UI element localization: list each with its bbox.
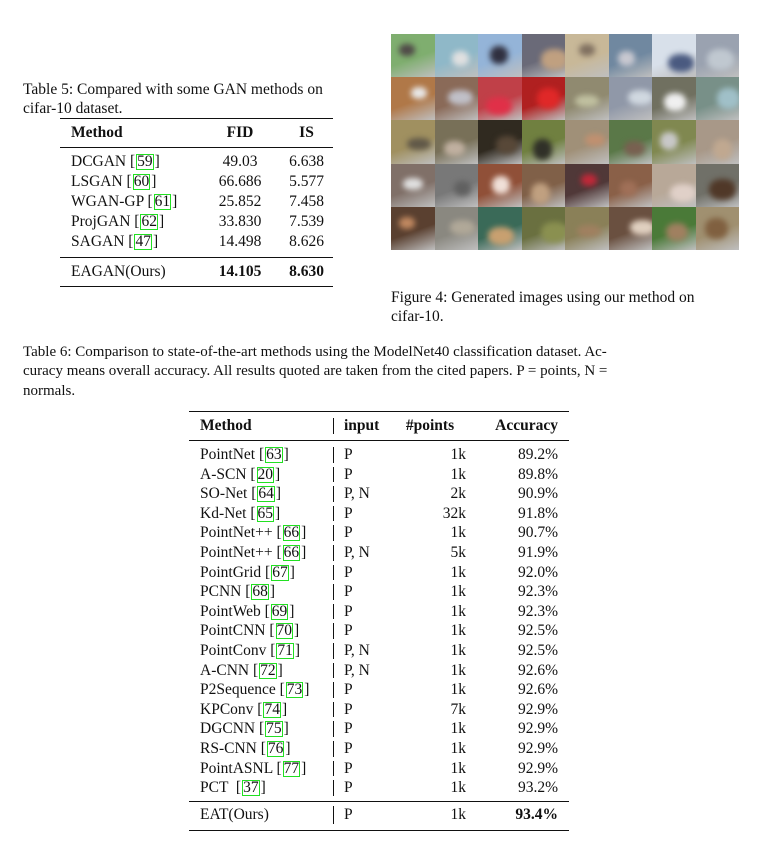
image-subject — [575, 95, 599, 107]
input-value: P — [344, 583, 353, 601]
generated-image-bird — [565, 120, 609, 163]
table6-row — [189, 719, 569, 739]
accuracy-value: 90.7% — [517, 524, 558, 542]
image-subject — [585, 134, 605, 146]
table6-method-cell — [189, 602, 333, 622]
table5-caption-line1: Table 5: Compared with some GAN methods on — [23, 81, 323, 98]
accuracy-value: 93.2% — [517, 779, 558, 797]
points-value: 1k — [450, 622, 466, 640]
bracket-close: ] — [289, 602, 295, 620]
method-name: A-SCN [ — [200, 465, 256, 483]
image-subject — [531, 183, 550, 204]
points-value: 1k — [450, 739, 466, 757]
table5-method-cell — [60, 192, 200, 212]
table6-bottom-rule — [189, 830, 569, 831]
citation-link[interactable]: 66 — [283, 524, 300, 542]
table5-header-is: IS — [299, 124, 314, 141]
method-name: RS-CNN [ — [200, 739, 266, 757]
input-value: P, N — [344, 661, 370, 679]
is-value: 6.638 — [289, 153, 324, 170]
generated-image-airplane — [696, 34, 740, 77]
input-value: P — [344, 602, 353, 620]
points-value: 1k — [450, 681, 466, 699]
image-subject — [490, 46, 508, 64]
table6-row — [189, 543, 569, 563]
image-subject — [541, 222, 566, 243]
image-subject — [618, 51, 635, 66]
accuracy-value: 89.2% — [517, 446, 558, 463]
accuracy-value: 92.9% — [517, 739, 558, 757]
table6-method-cell — [189, 563, 333, 583]
generated-image-deer — [478, 207, 522, 250]
generated-image-cat — [609, 164, 653, 207]
image-subject — [664, 93, 686, 111]
image-subject — [577, 225, 601, 237]
is-value: 7.458 — [289, 193, 324, 210]
method-name: SAGAN [ — [71, 233, 134, 250]
accuracy-value: 92.0% — [517, 563, 558, 581]
table6-method-cell — [189, 739, 333, 759]
generated-image-bird — [652, 120, 696, 163]
input-value: P — [344, 563, 353, 581]
citation-link[interactable]: 68 — [252, 583, 268, 601]
method-name: PointGrid [ — [200, 563, 271, 581]
citation-link[interactable]: 59 — [137, 153, 153, 170]
input-value: P — [344, 759, 353, 777]
table5-bottom-rule — [60, 286, 333, 287]
figure4-caption-line1: Figure 4: Generated images using our method on — [391, 289, 695, 306]
figure4-image-grid — [391, 34, 739, 250]
citation-link[interactable]: 74 — [264, 700, 280, 718]
table5-method-cell — [60, 152, 200, 172]
generated-image-cat — [652, 164, 696, 207]
method-name: WGAN-GP [ — [71, 193, 153, 210]
table6-row — [189, 582, 569, 602]
points-value: 1k — [450, 661, 466, 679]
bracket-close: ] — [151, 173, 157, 190]
bracket-close: ] — [301, 759, 307, 777]
image-subject — [705, 218, 728, 239]
image-subject — [713, 139, 732, 160]
table5-ours-row — [60, 258, 333, 286]
citation-link[interactable]: 60 — [133, 173, 150, 190]
generated-image-automobile — [696, 77, 740, 120]
figure4-caption-line2: cifar-10. — [391, 308, 444, 325]
bracket-close: ] — [294, 641, 301, 659]
table5-ours-method: EAGAN(Ours) — [71, 263, 166, 280]
input-value: P, N — [344, 641, 370, 659]
accuracy-value: 92.3% — [517, 583, 558, 601]
citation-link[interactable]: 73 — [286, 681, 303, 699]
bracket-close: ] — [301, 524, 307, 542]
citation-link[interactable]: 75 — [266, 720, 282, 738]
is-value: 8.626 — [289, 233, 324, 250]
citation-link[interactable]: 63 — [266, 446, 282, 463]
citation-link[interactable]: 71 — [277, 641, 293, 659]
image-subject — [630, 220, 653, 235]
citation-link[interactable]: 77 — [283, 759, 300, 777]
generated-image-cat — [696, 164, 740, 207]
table6-row — [189, 700, 569, 720]
points-value: 1k — [450, 641, 466, 659]
table6-row — [189, 445, 569, 465]
is-value: 7.539 — [289, 213, 324, 230]
input-value: P, N — [344, 485, 370, 503]
method-name: PointConv [ — [200, 641, 276, 659]
image-subject — [717, 88, 740, 109]
generated-image-bird — [478, 120, 522, 163]
generated-image-airplane — [435, 34, 479, 77]
input-value: P, N — [344, 543, 370, 561]
table6-row — [189, 778, 569, 798]
generated-image-deer — [391, 207, 435, 250]
image-subject — [411, 87, 427, 99]
table6-caption — [23, 343, 753, 401]
bracket-close: ] — [283, 720, 289, 738]
method-name: Kd-Net [ — [200, 504, 256, 522]
accuracy-value: 91.8% — [517, 504, 558, 522]
method-name: A-CNN [ — [200, 661, 259, 679]
generated-image-deer — [435, 207, 479, 250]
table6-row — [189, 621, 569, 641]
image-subject — [581, 174, 597, 186]
generated-image-airplane — [522, 34, 566, 77]
generated-image-automobile — [652, 77, 696, 120]
fid-value: 66.686 — [218, 173, 262, 190]
citation-link[interactable]: 64 — [258, 485, 274, 503]
citation-link[interactable]: 62 — [141, 213, 157, 230]
method-name: DGCNN [ — [200, 720, 265, 738]
input-value: P — [344, 524, 353, 542]
table6-ours-input: P — [344, 805, 353, 823]
image-subject — [709, 179, 736, 200]
table5-row — [60, 192, 333, 212]
image-subject — [399, 217, 415, 229]
table5-caption — [23, 80, 323, 118]
table6-method-cell — [189, 661, 333, 681]
method-name: PCT [ — [200, 779, 242, 797]
fid-value: 33.830 — [218, 213, 262, 230]
table5 — [60, 118, 333, 287]
bracket-close: ] — [304, 681, 310, 699]
table6-header-accuracy: Accuracy — [495, 417, 558, 434]
citation-link[interactable]: 37 — [243, 779, 259, 797]
citation-link[interactable]: 72 — [260, 661, 276, 679]
accuracy-value: 92.3% — [517, 602, 558, 620]
table6-header-method: Method — [200, 417, 252, 434]
image-subject — [579, 44, 595, 56]
table6-header-input: input — [344, 417, 380, 434]
generated-image-cat — [391, 164, 435, 207]
generated-image-automobile — [609, 77, 653, 120]
generated-image-deer — [696, 207, 740, 250]
table6-method-cell — [189, 759, 333, 779]
table6-row — [189, 484, 569, 504]
method-name: PointCNN [ — [200, 622, 275, 640]
generated-image-airplane — [391, 34, 435, 77]
bracket-close: ] — [152, 233, 159, 250]
generated-image-airplane — [609, 34, 653, 77]
table5-header-method: Method — [71, 124, 123, 141]
table6-method-cell — [189, 700, 333, 720]
accuracy-value: 92.9% — [517, 720, 558, 738]
bracket-close: ] — [285, 739, 291, 757]
generated-image-bird — [522, 120, 566, 163]
points-value: 2k — [450, 485, 466, 503]
table6-ours-section — [189, 802, 569, 830]
table6 — [189, 411, 569, 831]
table6-caption-line1: Table 6: Comparison to state-of-the-art methods using the ModelNet40 classification dataset. Ac- — [23, 344, 607, 360]
bracket-close: ] — [301, 543, 307, 561]
bracket-close: ] — [289, 563, 295, 581]
method-name: PCNN [ — [200, 583, 251, 601]
image-subject — [399, 44, 415, 56]
accuracy-value: 92.5% — [517, 641, 558, 659]
table6-method-cell — [189, 543, 333, 563]
generated-image-automobile — [565, 77, 609, 120]
points-value: 1k — [450, 779, 466, 797]
input-value: P — [344, 779, 353, 797]
image-subject — [628, 90, 653, 105]
method-name: PointNet++ [ — [200, 524, 282, 542]
generated-image-bird — [696, 120, 740, 163]
table6-row — [189, 504, 569, 524]
bracket-close: ] — [281, 700, 288, 718]
table6-row — [189, 602, 569, 622]
image-subject — [488, 227, 514, 245]
table6-method-cell — [189, 523, 333, 543]
accuracy-value: 90.9% — [517, 485, 558, 503]
method-name: LSGAN [ — [71, 173, 132, 190]
citation-link[interactable]: 47 — [135, 233, 151, 250]
citation-link[interactable]: 66 — [283, 543, 300, 561]
points-value: 1k — [450, 602, 466, 620]
points-value: 1k — [450, 583, 466, 601]
bracket-close: ] — [260, 779, 266, 797]
generated-image-airplane — [478, 34, 522, 77]
table6-ours-row — [189, 804, 569, 826]
generated-image-airplane — [565, 34, 609, 77]
method-name: ProjGAN [ — [71, 213, 140, 230]
bracket-close: ] — [294, 622, 300, 640]
method-name: PointASNL [ — [200, 759, 282, 777]
table6-body — [189, 441, 569, 801]
image-subject — [450, 220, 475, 235]
table6-method-cell — [189, 621, 333, 641]
image-subject — [448, 90, 473, 105]
image-subject — [403, 178, 423, 190]
points-value: 7k — [450, 700, 466, 718]
citation-link[interactable]: 69 — [271, 602, 288, 620]
accuracy-value: 92.9% — [517, 700, 558, 718]
bracket-close: ] — [158, 213, 165, 230]
table6-row — [189, 563, 569, 583]
table6-method-cell — [189, 719, 333, 739]
table5-body — [60, 148, 333, 257]
input-value: P — [344, 700, 353, 718]
generated-image-airplane — [652, 34, 696, 77]
table6-method-cell — [189, 504, 333, 524]
is-value: 5.577 — [289, 173, 324, 190]
image-subject — [660, 132, 678, 150]
bracket-close: ] — [154, 153, 160, 170]
points-value: 1k — [450, 524, 466, 542]
bracket-close: ] — [172, 193, 178, 210]
image-subject — [537, 88, 560, 109]
generated-image-bird — [391, 120, 435, 163]
table5-row — [60, 172, 333, 192]
points-value: 1k — [450, 465, 466, 483]
points-value: 1k — [450, 446, 466, 463]
generated-image-deer — [522, 207, 566, 250]
citation-link[interactable]: 70 — [276, 622, 292, 640]
accuracy-value: 92.9% — [517, 759, 558, 777]
citation-link[interactable]: 76 — [267, 739, 284, 757]
image-subject — [624, 141, 645, 156]
points-value: 1k — [450, 759, 466, 777]
table5-method-cell — [60, 212, 200, 232]
table6-method-cell — [189, 484, 333, 504]
accuracy-value: 92.6% — [517, 661, 558, 679]
generated-image-bird — [435, 120, 479, 163]
points-value: 5k — [450, 543, 466, 561]
generated-image-automobile — [435, 77, 479, 120]
image-subject — [620, 181, 637, 196]
table6-ours-points: 1k — [450, 805, 466, 823]
generated-image-cat — [565, 164, 609, 207]
generated-image-deer — [652, 207, 696, 250]
table6-ours-method: EAT(Ours) — [200, 805, 269, 823]
generated-image-cat — [435, 164, 479, 207]
table6-row — [189, 465, 569, 485]
bracket-close: ] — [275, 504, 281, 522]
table6-row — [189, 641, 569, 661]
input-value: P — [344, 446, 353, 463]
table5-header-fid: FID — [226, 124, 254, 141]
table5-ours-is: 8.630 — [289, 263, 324, 280]
input-value: P — [344, 720, 353, 738]
table5-row — [60, 152, 333, 172]
citation-link[interactable]: 67 — [272, 563, 288, 581]
table6-row — [189, 661, 569, 681]
table6-header-row — [189, 412, 569, 440]
points-value: 32k — [442, 504, 466, 522]
accuracy-value: 92.5% — [517, 622, 558, 640]
table6-row — [189, 680, 569, 700]
table6-method-cell — [189, 680, 333, 700]
image-subject — [666, 223, 688, 241]
image-subject — [707, 49, 734, 70]
citation-link[interactable]: 20 — [257, 465, 274, 483]
method-name: P2Sequence [ — [200, 681, 285, 699]
generated-image-bird — [609, 120, 653, 163]
generated-image-cat — [478, 164, 522, 207]
image-subject — [452, 51, 469, 66]
table6-ours-accuracy: 93.4% — [515, 805, 558, 823]
generated-image-automobile — [391, 77, 435, 120]
table6-caption-line2: curacy means overall accuracy. All results quoted are taken from the cited papers. P = points, N = — [23, 363, 608, 380]
image-subject — [492, 176, 510, 194]
table6-method-cell — [189, 445, 333, 465]
table6-caption-line3: normals. — [23, 382, 76, 399]
figure4-caption — [391, 288, 694, 326]
table6-method-cell — [189, 465, 333, 485]
points-value: 1k — [450, 720, 466, 738]
table5-ours-fid: 14.105 — [218, 263, 262, 280]
method-name: DCGAN [ — [71, 153, 136, 170]
table6-row — [189, 523, 569, 543]
image-subject — [496, 136, 518, 154]
bracket-close: ] — [283, 446, 289, 463]
bracket-close: ] — [275, 465, 281, 483]
bracket-close: ] — [275, 485, 282, 503]
table6-row — [189, 739, 569, 759]
table5-caption-line2: cifar-10 dataset. — [23, 100, 123, 117]
table5-method-cell — [60, 232, 200, 252]
method-name: PointNet [ — [200, 446, 265, 463]
citation-link[interactable]: 65 — [257, 504, 274, 522]
generated-image-cat — [522, 164, 566, 207]
fid-value: 25.852 — [218, 193, 262, 210]
image-subject — [668, 54, 694, 72]
accuracy-value: 89.8% — [517, 465, 558, 483]
table6-method-cell — [189, 641, 333, 661]
table6-row — [189, 759, 569, 779]
fid-value: 49.03 — [222, 153, 258, 170]
method-name: PointNet++ [ — [200, 543, 282, 561]
bracket-close: ] — [277, 661, 283, 679]
input-value: P — [344, 622, 353, 640]
points-value: 1k — [450, 563, 466, 581]
input-value: P — [344, 504, 353, 522]
table5-row — [60, 232, 333, 252]
input-value: P — [344, 465, 353, 483]
image-subject — [541, 49, 566, 70]
input-value: P — [344, 681, 353, 699]
input-value: P — [344, 739, 353, 757]
image-subject — [454, 181, 471, 196]
image-subject — [670, 184, 696, 202]
citation-link[interactable]: 61 — [154, 193, 171, 210]
image-subject — [533, 139, 552, 160]
generated-image-automobile — [478, 77, 522, 120]
method-name: KPConv [ — [200, 700, 263, 718]
method-name: PointWeb [ — [200, 602, 270, 620]
table5-header-row — [60, 119, 333, 147]
generated-image-deer — [565, 207, 609, 250]
table6-method-cell — [189, 778, 333, 798]
generated-image-deer — [609, 207, 653, 250]
table5-method-cell — [60, 172, 200, 192]
accuracy-value: 91.9% — [517, 543, 558, 561]
image-subject — [486, 97, 512, 115]
fid-value: 14.498 — [218, 233, 262, 250]
image-subject — [407, 138, 431, 150]
image-subject — [444, 141, 465, 156]
accuracy-value: 92.6% — [517, 681, 558, 699]
bracket-close: ] — [269, 583, 276, 601]
method-name: SO-Net [ — [200, 485, 257, 503]
table6-method-cell — [189, 582, 333, 602]
generated-image-automobile — [522, 77, 566, 120]
table5-row — [60, 212, 333, 232]
table6-header-points: #points — [405, 417, 455, 434]
